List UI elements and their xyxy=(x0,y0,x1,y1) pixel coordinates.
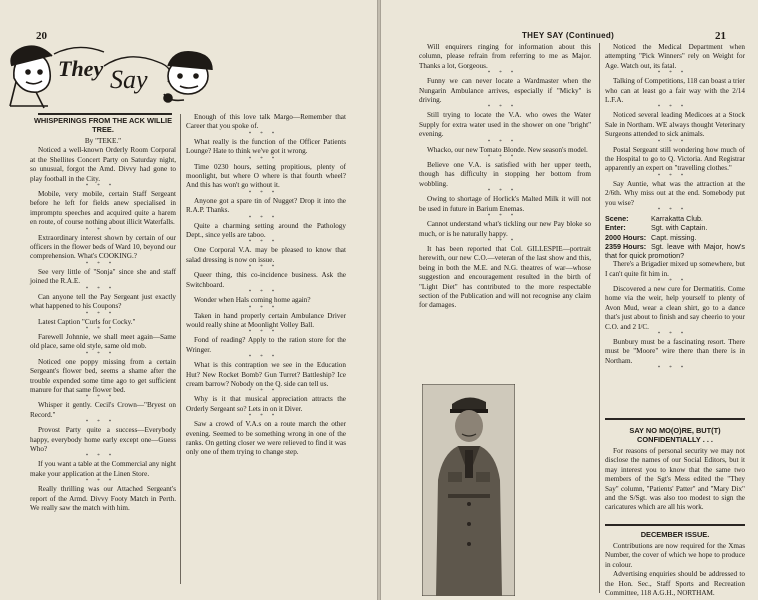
paragraph: Quite a charming setting around the Pathology Dept., since yells are taboo. xyxy=(186,221,346,240)
divider-stars: *** xyxy=(248,265,284,271)
paragraph: Noticed several leading Medicoes at a Stock Sale in Northam. WE always thought Veterinary Surgeons attended to sick animals. xyxy=(605,111,745,139)
divider-stars: *** xyxy=(657,173,693,179)
divider-stars: *** xyxy=(85,326,121,332)
box-heading: DECEMBER ISSUE. xyxy=(640,530,710,539)
paragraph: Wonder when Hals coming home again? xyxy=(194,296,311,305)
script-text: Sgt. with Captain. xyxy=(651,223,708,233)
paragraph: Really thrilling was our Attached Sergeant's report of the Armd. Divvy Footy Match in Perth. We really saw the match with him. xyxy=(30,485,176,512)
divider-stars: *** xyxy=(85,184,121,190)
divider-stars: *** xyxy=(85,351,121,357)
paragraph: Enough of this love talk Margo—Remember that Career that you spoke of. xyxy=(186,113,346,131)
paragraph: Believe one V.A. is satisfied with her upper teeth, though has difficulty in stopping her bottom from wobbling. xyxy=(419,161,591,188)
paragraph: Postal Sergeant still wondering how much of the Hospital to go to Q. Victoria. And Registrar apparently an expert on "travelling clothes." xyxy=(605,145,745,173)
script-label: 2359 Hours: xyxy=(605,241,647,251)
paragraph: Noticed the Medical Department when attempting "Pick Winners" rely on Weight for Age. Watch out, its fatal. xyxy=(605,43,745,70)
column-divider xyxy=(599,43,600,593)
paragraph: Whisper it gently. Cecil's Crown—"Bryest on Record." xyxy=(30,401,176,419)
portrait-photo xyxy=(422,384,515,596)
divider-stars: *** xyxy=(85,286,121,292)
paragraph: One Corporal V.A. may be pleased to know that salad dressing is now on issue. xyxy=(186,246,346,264)
confidential-box xyxy=(605,424,745,513)
paragraph: Mobile, very mobile, certain Staff Sergeant before he left for fields anew specialised in impromptu speeches and acquired quite a harem en route, of course nothing about illicit Waterfalls. xyxy=(30,190,176,227)
december-box xyxy=(605,528,745,598)
divider-stars: *** xyxy=(657,105,693,111)
divider-stars: *** xyxy=(248,290,284,296)
divider-stars: *** xyxy=(85,454,121,460)
banner-title-they: They xyxy=(58,56,104,81)
divider-stars: *** xyxy=(657,139,693,145)
divider-stars: *** xyxy=(487,139,523,145)
divider-stars: *** xyxy=(85,227,121,233)
divider-stars: *** xyxy=(248,355,284,361)
paragraph: Anyone got a spare tin of Nugget? Drop it into the R.A.P. Thanks. xyxy=(186,196,346,215)
paragraph: It has been reported that Col. GILLESPIE—portrait herewith, our new C.O.—veteran of the last show and this, being in both the M.E. and N.G. theatres of war—whose suggestion and encouragement resulted in the birth of "Light Diet" has contributed to the more respectable section of the Publication and will not recognise any claim for damages. xyxy=(419,244,591,310)
divider-stars: *** xyxy=(248,414,284,420)
right-column-1 xyxy=(419,43,591,311)
they-say-banner xyxy=(8,36,218,110)
divider-stars: *** xyxy=(85,395,121,401)
left-column-2 xyxy=(186,113,346,458)
caricature-left-icon xyxy=(10,46,52,108)
banner-title-say: Say xyxy=(110,65,148,94)
divider-stars: *** xyxy=(657,278,693,284)
divider-stars: *** xyxy=(657,208,693,214)
divider-stars: *** xyxy=(657,71,693,77)
paragraph: Taken in hand properly certain Ambulance Driver would really shine at Moonlight Volley Ball. xyxy=(186,311,346,329)
paragraph: Owing to shortage of Horlick's Malted Milk it will not be used in future in Barium Enemas. xyxy=(419,195,591,213)
divider-stars: *** xyxy=(85,261,121,267)
divider-stars: *** xyxy=(248,305,284,311)
section-heading: WHISPERINGS FROM THE ACK WILLIE TREE. xyxy=(33,116,173,134)
page-number-right: 21 xyxy=(715,30,726,42)
paragraph: Provost Party quite a success—Everybody happy, everybody home early except one—Guess Who? xyxy=(30,426,176,453)
divider-stars: *** xyxy=(248,389,284,395)
paragraph: Discovered a new cure for Dermatitis. Come home via the weir, help yourself to plenty of Avon Mud, wear a clean shirt, go to a dance that's just about to finish and say cheerio to your C.O. and 2 I/C. xyxy=(605,284,745,331)
paragraph: Extraordinary interest shown by certain of our officers in the flower beds of Ward 10, beyond our comprehension. What's COOKING.? xyxy=(30,233,176,261)
paragraph: Farewell Johnnie, we shall meet again—Same old place, same old style, same old mob. xyxy=(30,332,176,351)
paragraph: What really is the function of the Officer Patients Lounge? Hate to think we've got it wrong. xyxy=(186,137,346,156)
script-label: Scene: xyxy=(605,214,629,224)
paragraph: There's a Brigadier mixed up somewhere, but I can't quite fit him in. xyxy=(605,260,745,278)
divider-stars: *** xyxy=(487,71,523,77)
paragraph: If you want a table at the Commercial any night make your application at the Linen Store. xyxy=(30,460,176,478)
divider-stars: *** xyxy=(248,330,284,336)
scene-script xyxy=(605,214,745,260)
caricature-right-icon xyxy=(164,52,212,102)
paragraph: Still trying to locate the V.A. who owes the Water Supply for extra water used in the shower on one "bright" evening. xyxy=(419,111,591,139)
divider-stars: *** xyxy=(657,331,693,337)
script-label: 2000 Hours: xyxy=(605,232,647,242)
paragraph: Funny we can never locate a Wardmaster when the Nungarin Ambulance arrives, especially if "Micky" is driving. xyxy=(419,77,591,105)
right-page xyxy=(381,0,758,600)
script-text: Capt. missing. xyxy=(651,232,697,242)
divider-stars: *** xyxy=(657,366,693,372)
paragraph: Bunbury must be a fascinating resort. There must be "Moore" wire there than there is in Northam. xyxy=(605,337,745,365)
divider-stars: *** xyxy=(487,105,523,111)
byline: By "TEKE." xyxy=(84,137,122,145)
paragraph: Latest Caption "Curls for Cocky." xyxy=(38,317,136,326)
divider-stars: *** xyxy=(248,240,284,246)
paragraph: Contributions are now required for the Xmas Number, the cover of which we hope to produce in colour. xyxy=(605,542,745,569)
paragraph: Fond of reading? Apply to the ration store for the Wringer. xyxy=(186,336,346,354)
divider-stars: *** xyxy=(85,420,121,426)
paragraph: Why is it that musical appreciation attracts the Orderly Sergeant so? Lets in on it Diver. xyxy=(186,395,346,413)
script-label: Enter: xyxy=(605,223,626,233)
box-rule xyxy=(605,418,745,420)
paragraph: Noticed one poppy missing from a certain Sergeant's flower bed, seems a shame after the trouble expended some time ago to get sufficient manure for that same flower bed. xyxy=(30,357,176,394)
paragraph: For reasons of personal security we may not disclose the names of our Social Editors, but it may interest you to know that the same two members of the Sgt's Mess edited the "They Say" column, "Patients' Patter" and "Mary Dix" and the S/Sgt. was also too modest to sign the caricatures which are all his work. xyxy=(605,447,745,512)
paragraph: Saw a crowd of V.A.s on a route march the other evening. Seemed to be something wrong in one of the ranks. On getting closer we were relieved to find it was only one of them trying to change step. xyxy=(186,420,346,457)
paragraph: Talking of Competitions, 118 can boast a trier who can at least go a fair way with the 2/14 L.F.A. xyxy=(605,77,745,105)
left-column-1 xyxy=(30,113,176,513)
left-page xyxy=(0,0,377,600)
divider-stars: *** xyxy=(85,311,121,317)
divider-stars: *** xyxy=(85,479,121,485)
divider-stars: *** xyxy=(248,215,284,221)
divider-stars: *** xyxy=(487,189,523,195)
page-number-left: 20 xyxy=(36,30,47,42)
column-divider xyxy=(180,114,181,584)
box-heading: SAY NO MO(O)RE, BUT(T) CONFIDENTIALLY . . . xyxy=(629,426,721,444)
divider-stars: *** xyxy=(248,190,284,196)
paragraph: What is this contraption we see in the Education Hut? New Rocket Bomb? Gun Turret? Battleship? Ice cream barrow? Nobody on the Q. side can tell us. xyxy=(186,361,346,388)
right-column-2 xyxy=(605,43,745,372)
box-rule xyxy=(605,524,745,526)
paragraph: See very little of "Sonja" since she and staff joined the R.A.E. xyxy=(30,267,176,286)
paragraph: Time 0230 hours, setting propitious, plenty of moonlight, but where O where is that fourth wheel? And this has won't go without it. xyxy=(186,162,346,190)
divider-stars: *** xyxy=(248,156,284,162)
paragraph: Can anyone tell the Pay Sergeant just exactly what happened to his Coupons? xyxy=(30,292,176,311)
paragraph: Say Auntie, what was the attraction at the 2/6th. Why miss out at the end. Somebody put you wise? xyxy=(605,179,745,207)
script-text: Karrakatta Club. xyxy=(651,214,703,224)
paragraph: Cannot understand what's tickling our new Pay bloke so much, or is he naturally happy. xyxy=(419,220,591,238)
paragraph: Advertising enquiries should be addressed to the Hon. Sec., Staff Sports and Recreation Committee, 118 A.G.H., NORTHAM. xyxy=(605,570,745,598)
divider-stars: *** xyxy=(248,131,284,137)
paragraph: Queer thing, this co-incidence business. Ask the Switchboard. xyxy=(186,271,346,289)
paragraph: Noticed a well-known Orderly Room Corporal at the Shellites Concert Party on Saturday night, so unusual, forgot the Amd. Divvy had gone to play football in the City. xyxy=(30,146,176,183)
paragraph: Whacko, our new Tomato Blonde. New season's model. xyxy=(427,145,588,154)
divider-stars: *** xyxy=(487,214,523,220)
running-head: THEY SAY (Continued) xyxy=(522,31,615,40)
script-text: Sgt. leave with Major, how's that for quick promotion? xyxy=(605,241,745,260)
paragraph: Will enquirers ringing for information about this column, please refrain from referring to me as Major. Thanks a lot, Gorgeous. xyxy=(419,43,591,70)
divider-stars: *** xyxy=(487,155,523,161)
divider-stars: *** xyxy=(487,238,523,244)
